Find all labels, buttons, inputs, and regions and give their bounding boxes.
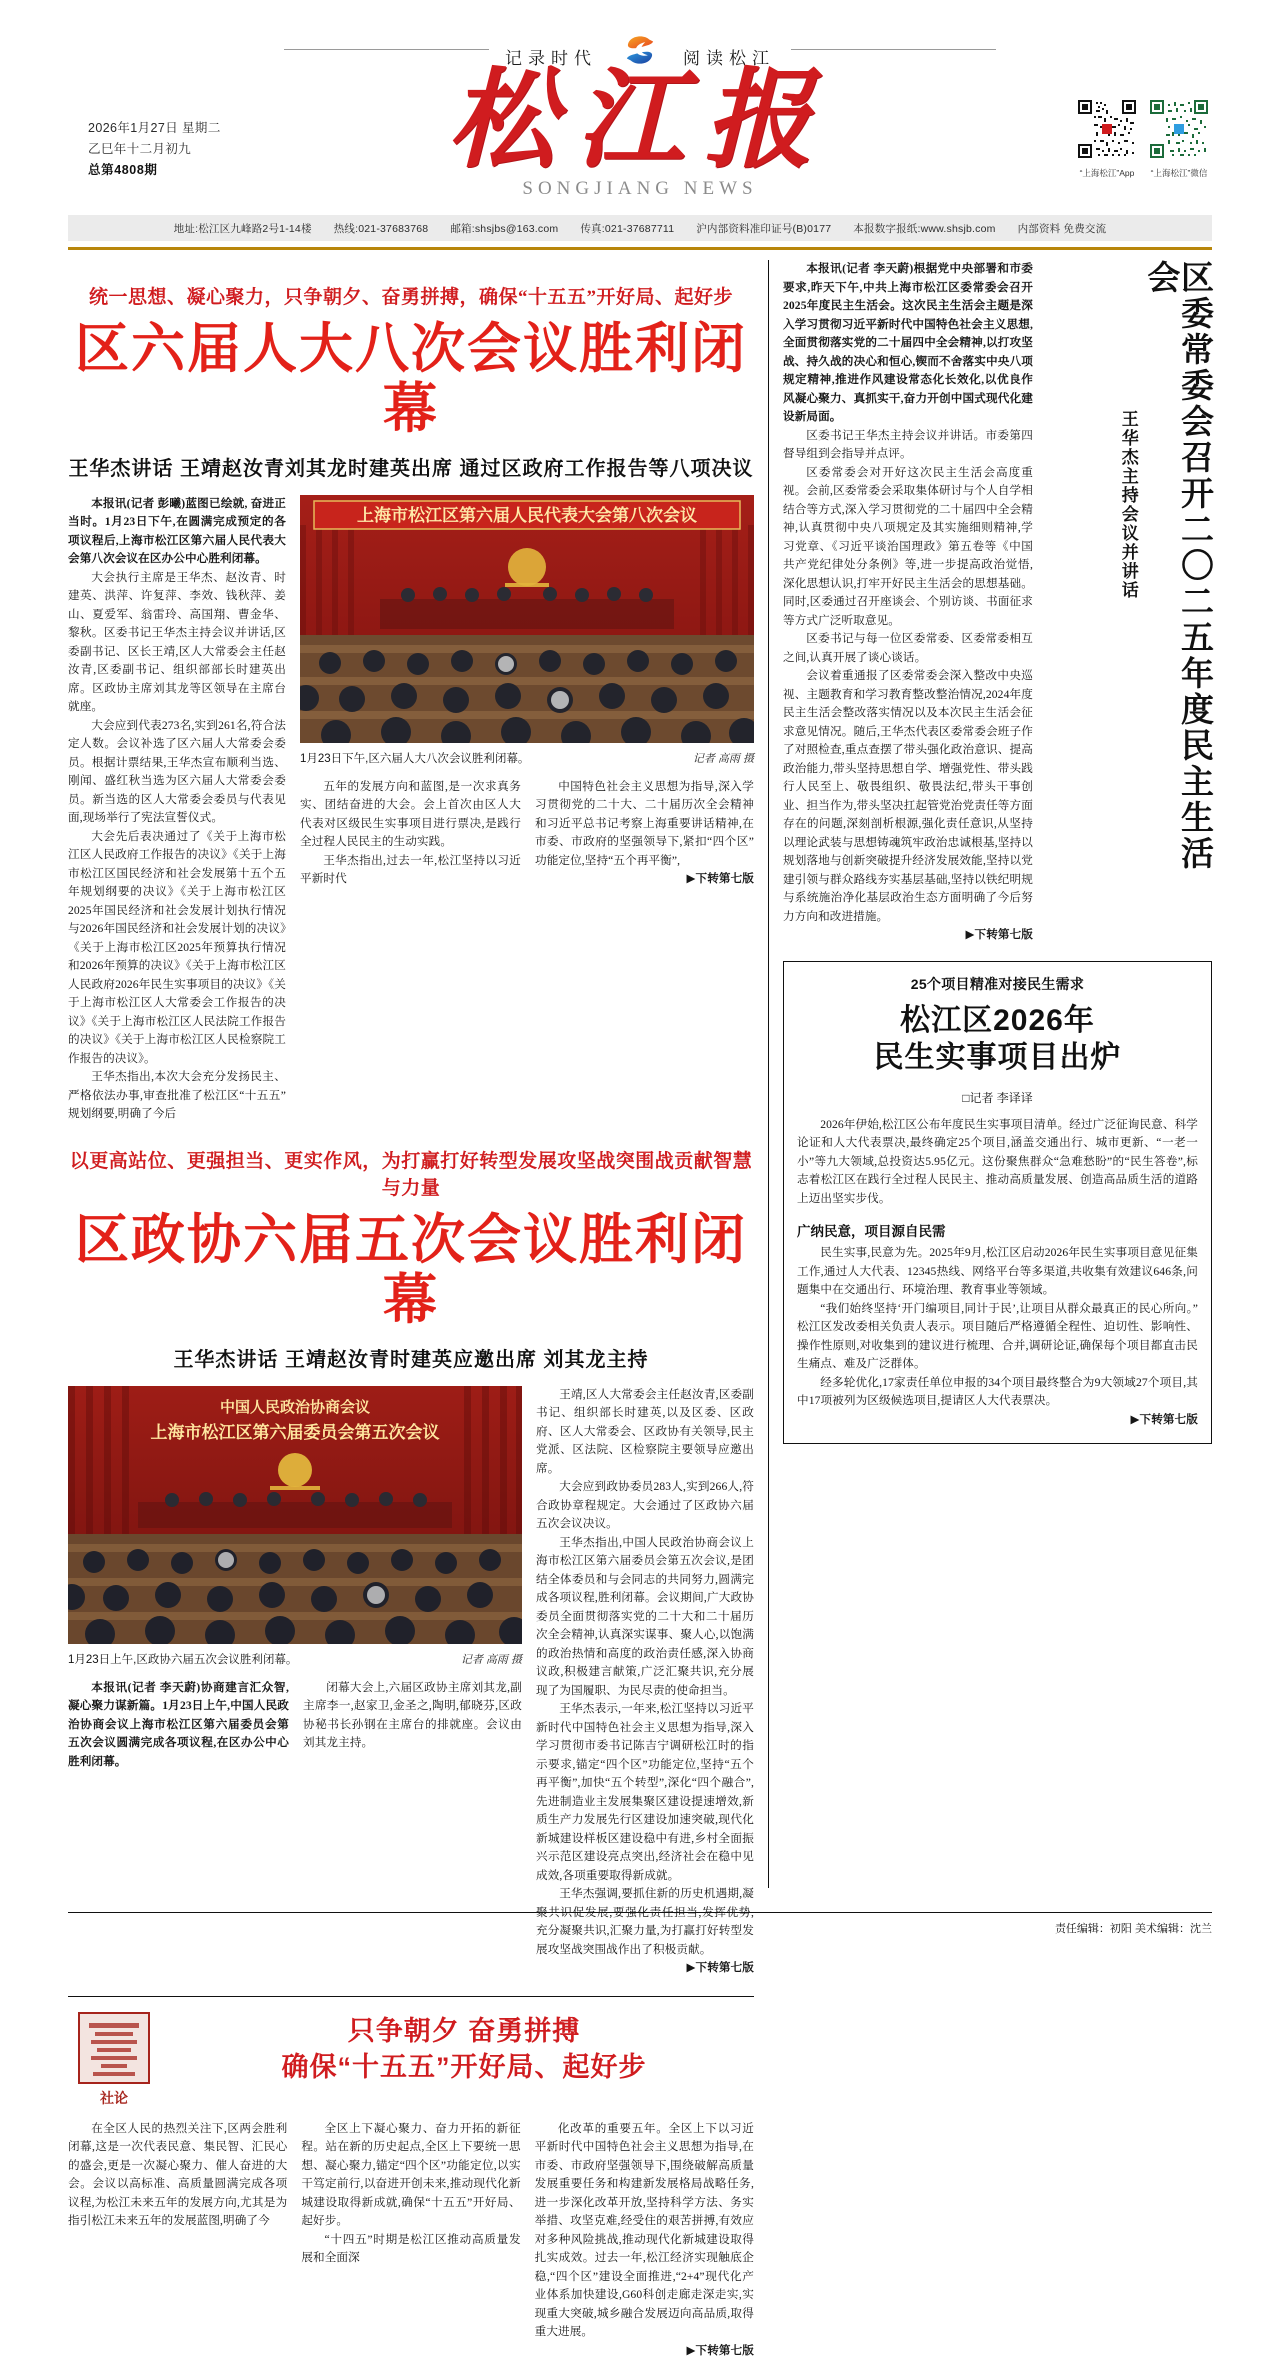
qr-app[interactable]: [1078, 100, 1136, 179]
right-column: [769, 260, 1212, 1888]
boxed-story-headline[interactable]: [797, 1002, 1198, 1077]
masthead-title-cn: 松江报: [447, 62, 832, 181]
contact-license: 沪内部资料准印证号(B)0177: [696, 222, 832, 235]
second-story-para: 王靖,区人大常委会主任赵汝青,区委副书记、组织部长时建英,以及区委、区政府、区人大常委会、区政协有关领导,民主党派、区法院、区检察院主要领导应邀出席。: [536, 1387, 754, 1475]
issue-number: 总第4808期: [88, 163, 158, 177]
second-story-kicker: 以更高站位、更强担当、更实作风，为打赢打好转型发展攻坚战突围战贡献智慧与力量: [69, 1150, 753, 1199]
second-story-photo-credit: 记者 高雨 摄: [460, 1653, 522, 1666]
second-story-photo-caption-row: [68, 1651, 522, 1667]
second-story-headline[interactable]: 区政协六届五次会议胜利闭幕: [75, 1209, 747, 1331]
right-feature-para: 会议着重通报了区委常委会深入整改中央巡视、主题教育和学习教育整改整治情况,2024年度民主生活会整改落实情况以及本次民主生活会征求意见情况。随后,王华杰代表区委常委会班子作了对照检查,重点查摆了带头强化政治意识、提高政治能力,带头坚持思想自学、增强党性、带头践行人民至上、敬畏组织、敬畏法纪,带头干事创业、担当作为,带头坚决扛起管党治党责任等方面存在的问题,深刻剖析根源,强化责任意识,从坚持以理论武装与思想铸魂筑牢政治忠诚根基,坚持以规划落地与创新突破提升经济发展效能,坚持以党建引领与群众路线夯实基层基础,坚持以铁纪明规与系统施治净化基层政治生态方面明确了今后努力方向和改进措施。: [783, 669, 1033, 923]
boxed-story-kicker: 25个项目精准对接民生需求: [910, 975, 1085, 992]
contact-info-bar: [68, 215, 1212, 241]
right-feature-para: 区委书记与每一位区委常委、区委常委相互之间,认真开展了谈心谈话。: [783, 632, 1033, 664]
lead-story-photo-block: [300, 495, 754, 1124]
right-feature-para: 区委书记王华杰主持会议并讲话。市委第四督导组到会指导并点评。: [783, 428, 1033, 460]
lead-story-columns: [68, 495, 754, 1124]
editorial-text-col-3: [535, 2120, 754, 2360]
lead-story-para: 大会执行主席是王华杰、赵汝青、时建英、洪萍、许复萍、李效、钱秋萍、姜山、夏爱军、翁雷玲、高国翔、曹金华、黎秋。区委书记王华杰主持会议并讲话,区委副书记、区长王靖,区人大常委会主任赵汝青,区委副书记、组织部部长时建英出席。区政协主席刘其龙等区领导在主席台就座。: [68, 570, 286, 714]
page-footer: [68, 1912, 1212, 1936]
right-feature-para: 区委常委会对开好这次民主生活会高度重视。会前,区委常委会采取集体研讨与个人自学相结合等方式,深入学习贯彻党的二十届四中全会精神,认真贯彻中央八项规定及其实施细则精神,学习党章、《习近平谈治国理政》第五卷等《中国共产党纪律处分条例》等,进一步提高政治觉悟,深化思想认识,打牢开好民主生活会的思想基础。同时,区委通过召开座谈会、个别访谈、书面征求等方式广泛听取意见。: [783, 465, 1033, 627]
boxed-story-para: 经多轮优化,17家责任单位申报的34个项目最终整合为9大领域27个项目,其中17项被列为区级候选项目,提请区人大代表票决。: [797, 1375, 1198, 1407]
qr-wechat[interactable]: [1150, 100, 1208, 179]
lead-story-kicker: 统一思想、凝心聚力，只争朝夕、奋勇拼搏，确保“十五五”开好局、起好步: [88, 287, 733, 308]
lead-story-photo-caption-row: [300, 750, 754, 766]
editorial-badge: [68, 2011, 160, 2108]
editorial-title: [174, 2011, 754, 2108]
boxed-story-headline-line1: 松江区2026年: [900, 1003, 1095, 1037]
lead-story-jumpline[interactable]: ▶下转第七版: [686, 872, 754, 886]
boxed-story-subheading: 广纳民意，项目源自民需: [797, 1224, 946, 1239]
right-feature-jumpline[interactable]: ▶下转第七版: [965, 928, 1033, 941]
contact-digital-url[interactable]: 本报数字报纸:www.shsjb.com: [853, 222, 996, 235]
lead-story-para: 大会应到代表273名,实到261名,符合法定人数。会议补选了区六届人大常委会委员。根据计票结果,王华杰宣布顺利当选、刚闻、盛红秋当选为区六届人大常委会委员。新当选的区人大常委会委员与代表见面,现场举行了宪法宣誓仪式。: [68, 718, 286, 825]
second-story-text-col-3: [536, 1386, 754, 1978]
editorial-text-col-2: [301, 2120, 520, 2360]
boxed-story-jumpline[interactable]: ▶下转第七版: [1130, 1412, 1198, 1426]
contact-fax: 传真:021-37687711: [580, 222, 675, 235]
date-gregorian: 2026年1月27日 星期二: [88, 121, 221, 135]
lead-story-lower-columns: [300, 778, 754, 889]
second-story-para: 王华杰表示,一年来,松江坚持以习近平新时代中国特色社会主义思想为指导,深入学习贯彻市委书记陈吉宁调研松江时的指示要求,锚定“四个区”功能定位,坚持“五个再平衡”,加快“五个转型”,深化“四个融合”,先进制造业主发展集聚区建设提速增效,新质生产力发展先行区建设加速突破,现代化新城建设样板区建设稳中有进,乡村全面振兴示范区建设亮点突出,经济社会在稳中见成效,各项重要取得新成就。: [536, 1702, 754, 1882]
editorial-columns: [68, 2120, 754, 2360]
editorial-badge-label: 社论: [100, 2089, 128, 2106]
second-story-para: 本报讯(记者 李天蔚)协商建言汇众智,凝心聚力谋新篇。1月23日上午,中国人民政治协商会议上海市松江区第六届委员会第五次会议圆满完成各项议程,在区办公中心胜利闭幕。: [68, 1680, 289, 1768]
second-story-lower-columns: [68, 1679, 522, 1772]
lead-story-text-col-1: [68, 495, 286, 1124]
lead-story: [68, 282, 754, 1124]
lead-story-para: 本报讯(记者 彭曦)蓝图已绘就, 奋进正当时。1月23日下午,在圆满完成预定的各项议程后,上海市松江区第六届人民代表大会第八次会议在区办公中心胜利闭幕。: [68, 496, 286, 566]
lead-story-para: 五年的发展方向和蓝图,是一次求真务实、团结奋进的大会。会上首次由区人大代表对区级民生实事项目进行票决,是践行全过程人民民主的生动实践。: [300, 779, 521, 849]
second-story-photo-caption: 1月23日上午,区政协六届五次会议胜利闭幕。: [68, 1653, 298, 1666]
second-story-photo-block: [68, 1386, 522, 1978]
boxed-story-headline-line2: 民生实事项目出炉: [873, 1041, 1122, 1074]
slogan-right: 阅读松江: [683, 48, 775, 68]
second-story-para: 大会应到政协委员283人,实到266人,符合政协章程规定。大会通过了区政协六届五次会议决议。: [536, 1480, 754, 1531]
left-column: [68, 260, 768, 2357]
lead-story-photo: [300, 495, 754, 743]
right-feature-para: 本报讯(记者 李天蔚)根据党中央部署和市委要求,昨天下午,中共上海市松江区委常委会召开2025年度民主生活会。这次民主生活会主题是深入学习贯彻习近平新时代中国特色社会主义思想,全面贯彻落实党的二十届四中全会精神,以打攻坚战、持久战的决心和恒心,锲而不舍落实中央八项规定精神,推进作风建设常态化长效化,以优良作风凝心聚力、真抓实干,奋力开创中国式现代化建设新局面。: [783, 262, 1033, 423]
qr-app-caption: “上海松江”App: [1079, 168, 1135, 178]
editorial-title-line1: 只争朝夕 奋勇拼搏: [347, 2015, 581, 2046]
lead-story-text-col-3: [535, 778, 754, 889]
boxed-story-para: 民生实事,民意为先。2025年9月,松江区启动2026年民生实事项目意见征集工作,通过人大代表、12345热线、网络平台等多渠道,共收集有效建议646条,问题集中在交通出行、环境治理、教育事业等领域。: [797, 1246, 1198, 1296]
gold-rule: [68, 247, 1212, 250]
editorial-para: 在全区人民的热烈关注下,区两会胜利闭幕,这是一次代表民意、集民智、汇民心的盛会,更是一次凝心聚力、催人奋进的大会。会议以高标准、高质量圆满完成各项议程,为松江未来五年的发展方向,尤其是为指引松江未来五年的发展蓝图,明确了今: [68, 2121, 288, 2228]
right-feature-vsubtitle: 王华杰主持会议并讲话: [1118, 410, 1138, 600]
qr-wechat-icon[interactable]: [1150, 100, 1208, 158]
second-story-para: 闭幕大会上,六届区政协主席刘其龙,副主席李一,赵家卫,金圣之,陶明,郁晓芬,区政协秘书长孙钢在主席台的排就座。会议由刘其龙主持。: [303, 1680, 522, 1750]
contact-address: 地址:松江区九峰路2号1-14楼: [173, 222, 312, 235]
boxed-story-para: “我们始终坚持‘开门编项目,同计于民’,让项目从群众最真正的民心所向。”松江区发改委相关负责人表示。项目随后严格遵循全程性、迫切性、影响性、操作性原则,对收集到的建议进行梳理、合并,调研论证,确保每个项目都直击民生痛点、难及广泛群体。: [797, 1301, 1198, 1370]
qr-app-icon[interactable]: [1078, 100, 1136, 158]
slogan-rule-right: [791, 49, 996, 50]
second-story-para: 王华杰强调,要抓住新的历史机遇期,凝聚共识促发展,要强化责任担当,发挥优势,充分凝聚共识,汇聚力量,为打赢打好转型发展攻坚战突围战作出了积极贡献。: [536, 1887, 754, 1956]
editorial-para: 化改革的重要五年。全区上下以习近平新时代中国特色社会主义思想为指导,在市委、市政府坚强领导下,围绕破解高质量发展重要任务和构建新发展格局战略任务,进一步深化改革开放,坚持科学方法、务实举措、攻坚克难,经受住的艰苦拼搏,有效应对多种风险挑战,推动现代化新城建设取得扎实成效。过去一年,松江经济实现触底企稳,“四个区”建设全面推进,“2+4”现代化产业体系加快建设,G60科创走廊走深走实,实现重大突破,城乡融合发展迈向高品质,取得重大进展。: [534, 2121, 754, 2339]
editorial-section: [68, 1996, 754, 2108]
lead-story-photo-credit: 记者 高雨 摄: [692, 752, 754, 765]
lead-story-para: 大会先后表决通过了《关于上海市松江区人民政府工作报告的决议》《关于上海市松江区国民经济和社会发展第十五个五年规划纲要的决议》《关于上海市松江区2025年国民经济和社会发展计划执行情况与2026年国民经济和社会发展计划的决议》《关于上海市松江区2025年预算执行情况和2026年预算的决议》《关于上海市松江区人民政府2026年民生实事项目的决议》《关于上海市松江区人大常委会工作报告的决议》《关于上海市松江区人民法院工作报告的决议》《关于上海市松江区人民检察院工作报告的决议》。: [68, 829, 286, 1065]
date-lunar: 乙巳年十二月初九: [88, 142, 192, 156]
lead-story-headline[interactable]: 区六届人大八次会议胜利闭幕: [75, 319, 747, 440]
editorial-text-col-1: [68, 2120, 287, 2360]
right-feature: [783, 260, 1212, 945]
slogan-rule-left: [284, 49, 489, 50]
second-story-jumpline[interactable]: ▶下转第七版: [686, 1961, 754, 1975]
second-story-text-col-2: [303, 1679, 522, 1772]
contact-email: 邮箱:shsjbs@163.com: [450, 222, 559, 235]
svg-text:上海市松江区第六届人民代表大会第八次会议: 上海市松江区第六届人民代表大会第八次会议: [357, 505, 697, 525]
masthead-title-en: SONGJIANG NEWS: [522, 178, 758, 199]
svg-text:上海市松江区第六届委员会第五次会议: 上海市松江区第六届委员会第五次会议: [150, 1422, 440, 1442]
second-story-subhead: 王华杰讲话 王靖赵汝青时建英应邀出席 刘其龙主持: [173, 1348, 649, 1371]
lead-story-para: 王华杰指出,过去一年,松江坚持以习近平新时代: [300, 853, 521, 886]
second-story-columns: [68, 1386, 754, 1978]
lead-story-text-col-2: [300, 778, 521, 889]
editorial-title-line2: 确保“十五五”开好局、起好步: [281, 2052, 647, 2083]
svg-text:中国人民政治协商会议: 中国人民政治协商会议: [219, 1398, 371, 1416]
boxed-story-byline: □记者 李译译: [962, 1090, 1033, 1105]
editorial-jumpline[interactable]: ▶下转第七版: [686, 2343, 754, 2357]
contact-hotline: 热线:021-37683768: [333, 222, 429, 235]
qr-code-group: [1078, 100, 1208, 179]
contact-note: 内部资料 免费交流: [1017, 222, 1107, 235]
second-story-photo: [68, 1386, 522, 1644]
qr-wechat-caption: “上海松江”微信: [1150, 168, 1208, 178]
second-story-para: 王华杰指出,中国人民政治协商会议上海市松江区第六届委员会第五次会议,是团结全体委员和与会同志的共同努力,圆满完成各项议程,胜利闭幕。会议期间,广大政协委员全面贯彻落实党的二十大和二十届历次全会精神,认真深实谋事、聚人心,以饱满的政治热情和高度的政治责任感,深入协商议政,积极建言献策,广泛汇聚共识,充分展现了为国履职、为民尽责的使命担当。: [536, 1535, 754, 1697]
lead-story-photo-caption: 1月23日下午,区六届人大八次会议胜利闭幕。: [300, 752, 530, 765]
boxed-story-intro: 2026年伊始,松江区公布年度民生实事项目清单。经过广泛征询民意、科学论证和人大代表票决,最终确定25个项目,涵盖交通出行、城市更新、“一老一小”等九大领域,总投资达5.95亿元。这份聚焦群众“急难愁盼”的“民生答卷”,标志着松江区在践行全过程人民民主、推动高质量发展、创造高品质生活的道路上迈出坚实步伐。: [797, 1117, 1198, 1205]
masthead: [0, 0, 1280, 215]
right-feature-body: [783, 260, 1033, 945]
editorial-seal-icon: [77, 2011, 151, 2085]
right-feature-vertical-title-wrap: [1043, 260, 1212, 945]
second-story-text-col-1: [68, 1679, 289, 1772]
footer-editors: 责任编辑：初阳 美术编辑：沈兰: [1054, 1923, 1212, 1935]
editorial-para: 全区上下凝心聚力、奋力开拓的新征程。站在新的历史起点,全区上下要统一思想、凝心聚力,锚定“四个区”功能定位,以实干笃定前行,以奋进开创未来,推动现代化新城建设取得新成就,确保“十五五”开好局、起好步。: [301, 2121, 521, 2228]
lead-story-para: 中国特色社会主义思想为指导,深入学习贯彻党的二十大、二十届历次全会精神和习近平总书记考察上海重要讲话精神,在市委、市政府的坚强领导下,紧扣“四个区”功能定位,坚持“五个再平衡”,: [535, 779, 754, 867]
editorial-para: “十四五”时期是松江区推动高质量发展和全面深: [301, 2232, 521, 2265]
boxed-story: [783, 961, 1212, 1445]
slogan-left: 记录时代: [505, 48, 597, 68]
lead-story-para: 王华杰指出,本次大会充分发扬民主、严格依法办事,审查批准了松江区“十五五”规划纲要,明确了今后: [68, 1070, 286, 1121]
second-story: [68, 1146, 754, 1978]
lead-story-subhead: 王华杰讲话 王靖赵汝青刘其龙时建英出席 通过区政府工作报告等八项决议: [68, 457, 754, 480]
right-feature-vtitle[interactable]: 区委常委会召开二〇二五年度民主生活会: [1143, 260, 1214, 872]
